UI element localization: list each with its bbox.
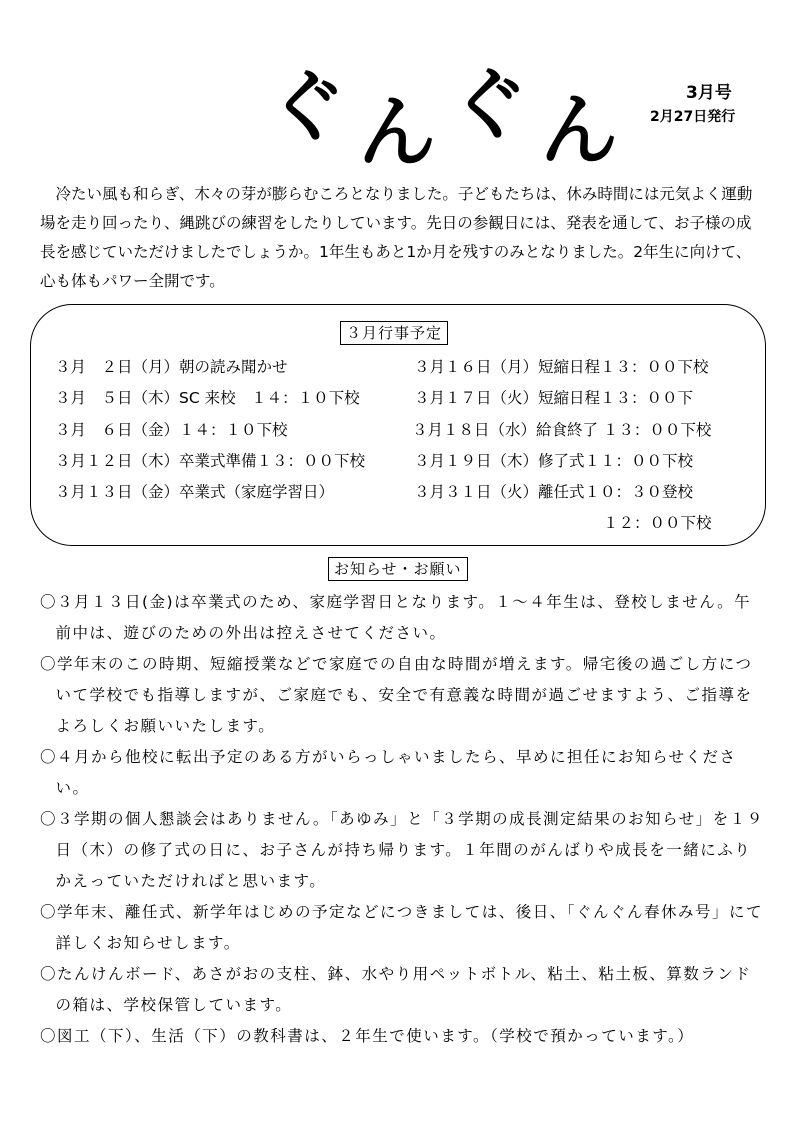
schedule-item: ３月１３日（金）卒業式（家庭学習日）: [55, 483, 335, 501]
notice-item: 〇学年末のこの時期、短縮授業などで家庭での自由な時間が増えます。帰宅後の過ごし方について学校でも指導しますが、ご家庭でも、安全で有意義な時間が過ごせますよう、ご指導をよろしくお願いいたします。: [40, 655, 753, 735]
schedule-item: ３月１９日（木）修了式１１：００下校: [414, 452, 694, 470]
notice-item: 〇たんけんボード、あさがおの支柱、鉢、水やり用ペットボトル、粘土、粘土板、算数ランドの箱は、学校保管しています。: [40, 965, 752, 1014]
title-char: ん: [540, 86, 619, 176]
issue-number: 3月号: [686, 83, 732, 103]
schedule-item: ３月３１日（火）離任式１０：３０登校: [414, 483, 694, 501]
schedule-item: ３月１２日（木）卒業式準備１３：００下校: [55, 452, 366, 470]
title-char: ん: [358, 88, 437, 178]
notice-item: 〇４月から他校に転出予定のある方がいらっしゃいましたら、早めに担任にお知らせください。: [40, 748, 737, 797]
schedule-item: ３月 ６日（金）１４：１０下校: [55, 421, 288, 439]
schedule-item: １２：００下校: [603, 514, 712, 532]
notice-item: 〇３月１３日(金)は卒業式のため、家庭学習日となります。１～４年生は、登校しません。午前中は、遊びのための外出は控えさせてください。: [40, 593, 752, 642]
notice-item: 〇学年末、離任式、新学年はじめの予定などにつきましては、後日、「ぐんぐん春休み号」にて詳しくお知らせします。: [40, 903, 763, 952]
notice-item: 〇３学期の個人懇談会はありません。「あゆみ」と「３学期の成長測定結果のお知らせ」を１９日（木）の修了式の日に、お子さんが持ち帰ります。１年間のがんばりや成長を一緒にふりかえっていただければと思います。: [40, 810, 764, 890]
schedule-title: ３月行事予定: [340, 321, 448, 345]
newsletter-title: [262, 60, 642, 178]
schedule-item: ３月 ２日（月）朝の読み聞かせ: [55, 358, 288, 376]
schedule-item: ３月１６日（月）短縮日程１３：００下校: [414, 358, 709, 376]
title-char: ぐ: [268, 62, 347, 152]
schedule-item: ３月 ５日（木）SC 来校 １４：１０下校: [55, 389, 360, 407]
schedule-item: ３月１７日（火）短縮日程１３：００下: [414, 389, 694, 407]
issue-date: 2月27日発行: [650, 109, 736, 125]
intro-paragraph: 冷たい風も和らぎ、木々の芽が膨らむころとなりました。子どもたちは、休み時間には元気よく運動場を走り回ったり、縄跳びの練習をしたりしています。先日の参観日には、発表を通して、お子様の成長を感じていただけましたでしょうか。1年生もあと1か月を残すのみとなりました。2年生に向けて、心も体もパワー全開です。: [40, 185, 753, 290]
schedule-item: ３月１８日（水）給食終了 １３：００下校: [412, 421, 712, 439]
notice-title: お知らせ・お願い: [328, 557, 468, 581]
title-char: ぐ: [450, 60, 529, 150]
notice-item: 〇図工（下）、生活（下）の教科書は、２年生で使います。（学校で預かっています。）: [40, 1027, 695, 1045]
notice-list: [40, 587, 768, 1052]
